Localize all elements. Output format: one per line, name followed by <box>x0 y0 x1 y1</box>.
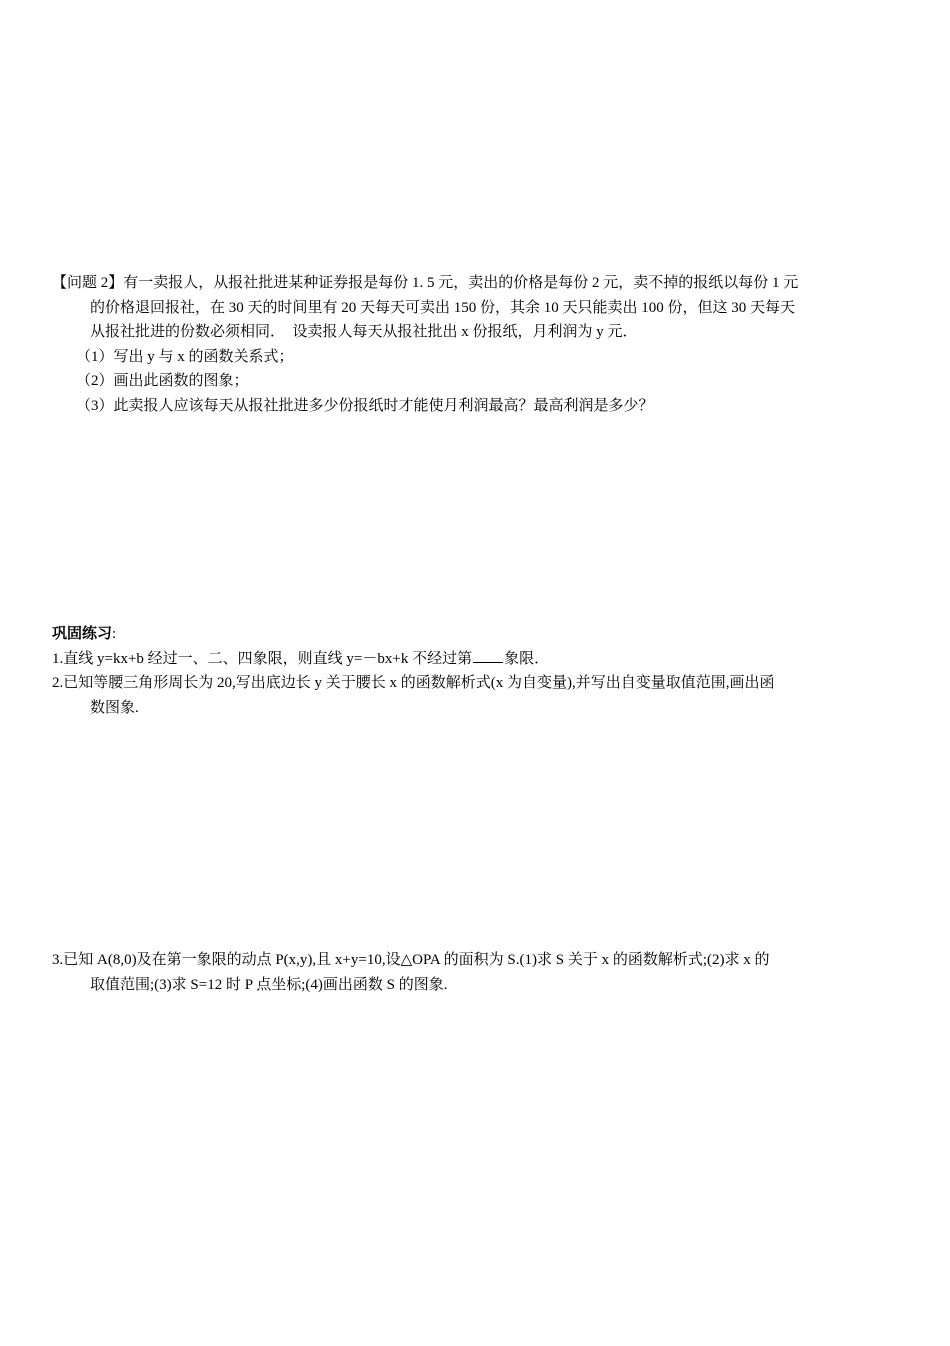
practice-question-1 <box>52 647 862 672</box>
answer-blank[interactable] <box>473 648 503 663</box>
practice-question-2-line-2: 数图象. <box>90 699 139 716</box>
problem-2-question-2: （2）画出此函数的图象； <box>76 373 249 389</box>
practice-question-1-text: 1.直线 y=kx+b 经过一、二、四象限，则直线 y=－bx+k 不经过第 <box>52 650 473 667</box>
practice-question-3-line-2: 取值范围;(3)求 S=12 时 P 点坐标;(4)画出函数 S 的图象. <box>90 976 448 993</box>
practice-heading-line <box>52 622 862 647</box>
problem-2 <box>52 271 862 418</box>
practice-section <box>52 622 862 720</box>
practice-question-1-suffix: 象限． <box>504 650 550 667</box>
practice-question-2-line-1: 2.已知等腰三角形周长为 20,写出底边长 y 关于腰长 x 的函数解析式(x 为自变量),并写出自变量取值范围,画出函 <box>52 675 775 691</box>
practice-question-3-line-1: 3.已知 A(8,0)及在第一象限的动点 P(x,y),且 x+y=10,设△OPA 的面积为 S.(1)求 S 关于 x 的函数解析式;(2)求 x 的 <box>52 952 770 968</box>
practice-heading: 巩固练习 <box>52 626 113 642</box>
practice-question-3 <box>52 948 862 997</box>
problem-2-question-1: （1）写出 y 与 x 的函数关系式； <box>76 348 294 365</box>
problem-2-line-2: 的价格退回报社，在 30 天的时间里有 20 天每天可卖出 150 份，其余 10 天只能卖出 100 份，但这 30 天每天 <box>90 299 796 316</box>
problem-2-line-1: 【问题 2】有一卖报人，从报社批进某种证券报是每份 1. 5 元，卖出的价格是每份 2 元，卖不掉的报纸以每份 1 元 <box>52 275 799 291</box>
practice-heading-colon: : <box>112 626 117 642</box>
problem-2-line-3: 从报社批进的份数必须相同． 设卖报人每天从报社批出 x 份报纸，月利润为 y 元． <box>90 324 638 340</box>
problem-2-question-3: （3）此卖报人应该每天从报社批进多少份报纸时才能使月利润最高？最高利润是多少？ <box>76 397 654 414</box>
